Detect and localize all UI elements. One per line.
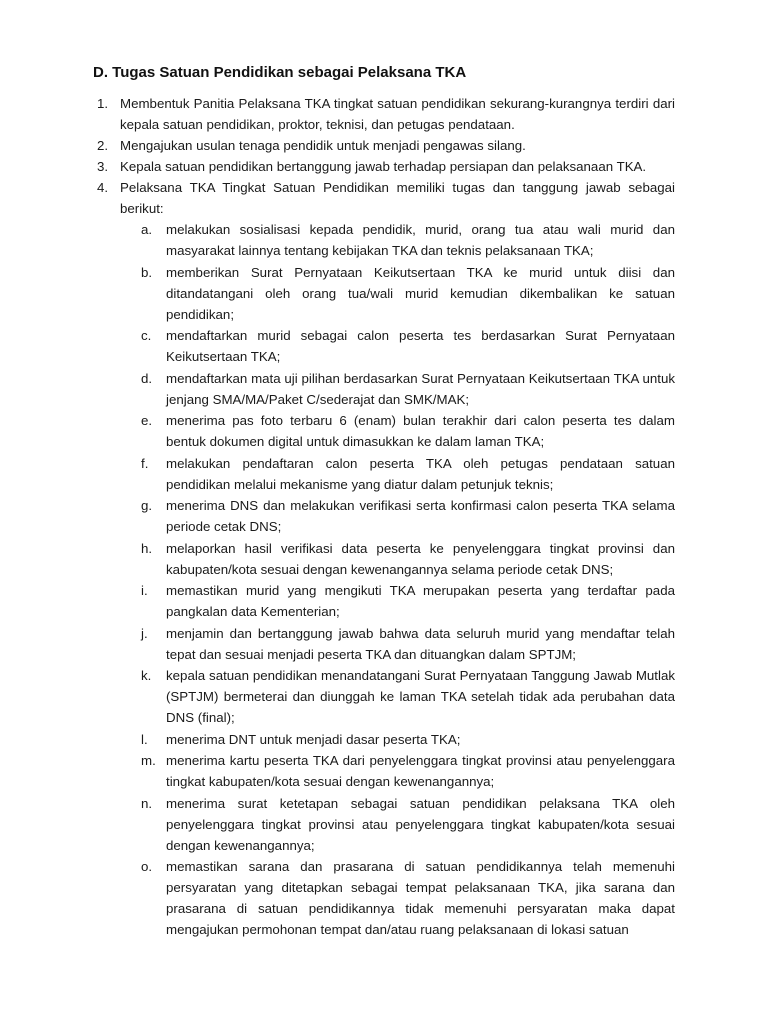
sublist-item-text: memastikan murid yang mengikuti TKA merupakan peserta yang terdaftar pada pangkalan data Kementerian; bbox=[166, 583, 675, 619]
sublist-item-text: menjamin dan bertanggung jawab bahwa data seluruh murid yang mendaftar telah tepat dan sesuai menjadi peserta TKA dan dituangkan dalam SPTJM; bbox=[166, 625, 675, 662]
sublist-marker: d. bbox=[141, 370, 153, 386]
sublist-marker: m. bbox=[141, 753, 156, 768]
lettered-sublist bbox=[0, 219, 768, 940]
sublist-item-text: menerima kartu peserta TKA dari penyelenggara tingkat provinsi atau penyelenggara tingkat kabupaten/kota sesuai dengan kewenangannya; bbox=[166, 753, 675, 789]
sublist-marker: a. bbox=[141, 222, 153, 237]
sublist-item-text: melakukan sosialisasi kepada pendidik, murid, orang tua atau wali murid dan masyarakat lainnya tentang kebijakan TKA dan teknis pelaksanaan TKA; bbox=[166, 222, 675, 258]
sublist-item-m bbox=[0, 750, 768, 792]
sublist-marker: i. bbox=[141, 583, 148, 598]
sublist-item-i bbox=[0, 580, 768, 622]
list-item-4 bbox=[0, 177, 768, 940]
list-marker: 1. bbox=[97, 96, 109, 111]
list-item-text: Pelaksana TKA Tingkat Satuan Pendidikan memiliki tugas dan tanggung jawab sebagai berikut: bbox=[120, 180, 675, 216]
sublist-item-k bbox=[0, 665, 768, 728]
list-item-3 bbox=[0, 156, 768, 177]
sublist-marker: c. bbox=[141, 328, 152, 343]
list-item-1 bbox=[0, 93, 768, 135]
sublist-item-n bbox=[0, 793, 768, 856]
sublist-marker: h. bbox=[141, 540, 153, 556]
sublist-marker: e. bbox=[141, 413, 153, 428]
list-marker: 3. bbox=[97, 159, 109, 174]
sublist-marker: k. bbox=[141, 668, 152, 683]
sublist-item-a bbox=[0, 219, 768, 261]
sublist-marker: l. bbox=[141, 731, 148, 747]
sublist-item-text: mendaftarkan mata uji pilihan berdasarkan Surat Pernyataan Keikutsertaan TKA untuk jenjang SMA/MA/Paket C/sederajat dan SMK/MAK; bbox=[166, 370, 675, 407]
sublist-item-text: mendaftarkan murid sebagai calon peserta tes berdasarkan Surat Pernyataan Keikutsertaan TKA; bbox=[166, 328, 675, 364]
list-item-text: Kepala satuan pendidikan bertanggung jawab terhadap persiapan dan pelaksanaan TKA. bbox=[120, 159, 647, 174]
sublist-item-j bbox=[0, 623, 768, 665]
sublist-marker: b. bbox=[141, 264, 153, 280]
sublist-item-d bbox=[0, 368, 768, 410]
sublist-marker: f. bbox=[141, 455, 149, 471]
list-item-text: Mengajukan usulan tenaga pendidik untuk menjadi pengawas silang. bbox=[120, 138, 526, 153]
section-heading: D. Tugas Satuan Pendidikan sebagai Pelaksana TKA bbox=[93, 64, 467, 81]
sublist-item-h bbox=[0, 538, 768, 580]
sublist-item-b bbox=[0, 262, 768, 325]
list-marker: 2. bbox=[97, 138, 109, 153]
sublist-marker: n. bbox=[141, 795, 153, 811]
sublist-item-text: menerima DNS dan melakukan verifikasi serta konfirmasi calon peserta TKA selama periode cetak DNS; bbox=[166, 498, 675, 534]
sublist-item-text: melakukan pendaftaran calon peserta TKA oleh petugas pendataan satuan pendidikan melalui mekanisme yang diatur dalam petunjuk teknis; bbox=[166, 455, 675, 492]
sublist-item-text: melaporkan hasil verifikasi data peserta ke penyelenggara tingkat provinsi dan kabupaten/kota sesuai dengan kewenangannya selama periode cetak DNS; bbox=[166, 540, 675, 577]
list-item-2 bbox=[0, 135, 768, 156]
sublist-item-e bbox=[0, 410, 768, 452]
sublist-item-text: menerima DNT untuk menjadi dasar peserta TKA; bbox=[166, 731, 461, 747]
sublist-item-text: kepala satuan pendidikan menandatangani Surat Pernyataan Tanggung Jawab Mutlak (SPTJM) bermeterai dan diunggah ke laman TKA setelah tidak ada perubahan data DNS (final); bbox=[166, 668, 675, 725]
numbered-list bbox=[0, 93, 768, 941]
sublist-item-text: memberikan Surat Pernyataan Keikutsertaan TKA ke murid untuk diisi dan ditandatangani oleh orang tua/wali murid kemudian dikembalikan ke satuan pendidikan; bbox=[166, 264, 675, 322]
sublist-marker: j. bbox=[141, 625, 148, 641]
sublist-item-l bbox=[0, 729, 768, 750]
sublist-item-f bbox=[0, 453, 768, 495]
sublist-item-c bbox=[0, 325, 768, 367]
list-item-text: Membentuk Panitia Pelaksana TKA tingkat satuan pendidikan sekurang-kurangnya terdiri dari kepala satuan pendidikan, proktor, teknisi, dan petugas pendataan. bbox=[120, 96, 675, 132]
sublist-item-text: menerima pas foto terbaru 6 (enam) bulan terakhir dari calon peserta tes dalam bentuk dokumen digital untuk dimasukkan ke dalam laman TKA; bbox=[166, 413, 675, 449]
sublist-marker: g. bbox=[141, 498, 153, 513]
list-marker: 4. bbox=[97, 180, 109, 195]
sublist-item-text: menerima surat ketetapan sebagai satuan pendidikan pelaksana TKA oleh penyelenggara tingkat provinsi atau penyelenggara tingkat kabupaten/kota sesuai dengan kewenangannya; bbox=[166, 795, 675, 853]
sublist-marker: o. bbox=[141, 859, 153, 874]
sublist-item-o bbox=[0, 856, 768, 940]
sublist-item-g bbox=[0, 495, 768, 537]
sublist-item-text: memastikan sarana dan prasarana di satuan pendidikannya telah memenuhi persyaratan yang ditetapkan sebagai tempat pelaksanaan TKA, jika sarana dan prasarana di satuan pendidikannya tidak memenuhi persyaratan maka dapat mengajukan permohonan tempat dan/atau ruang pelaksanaan di lokasi satuan bbox=[166, 859, 675, 937]
